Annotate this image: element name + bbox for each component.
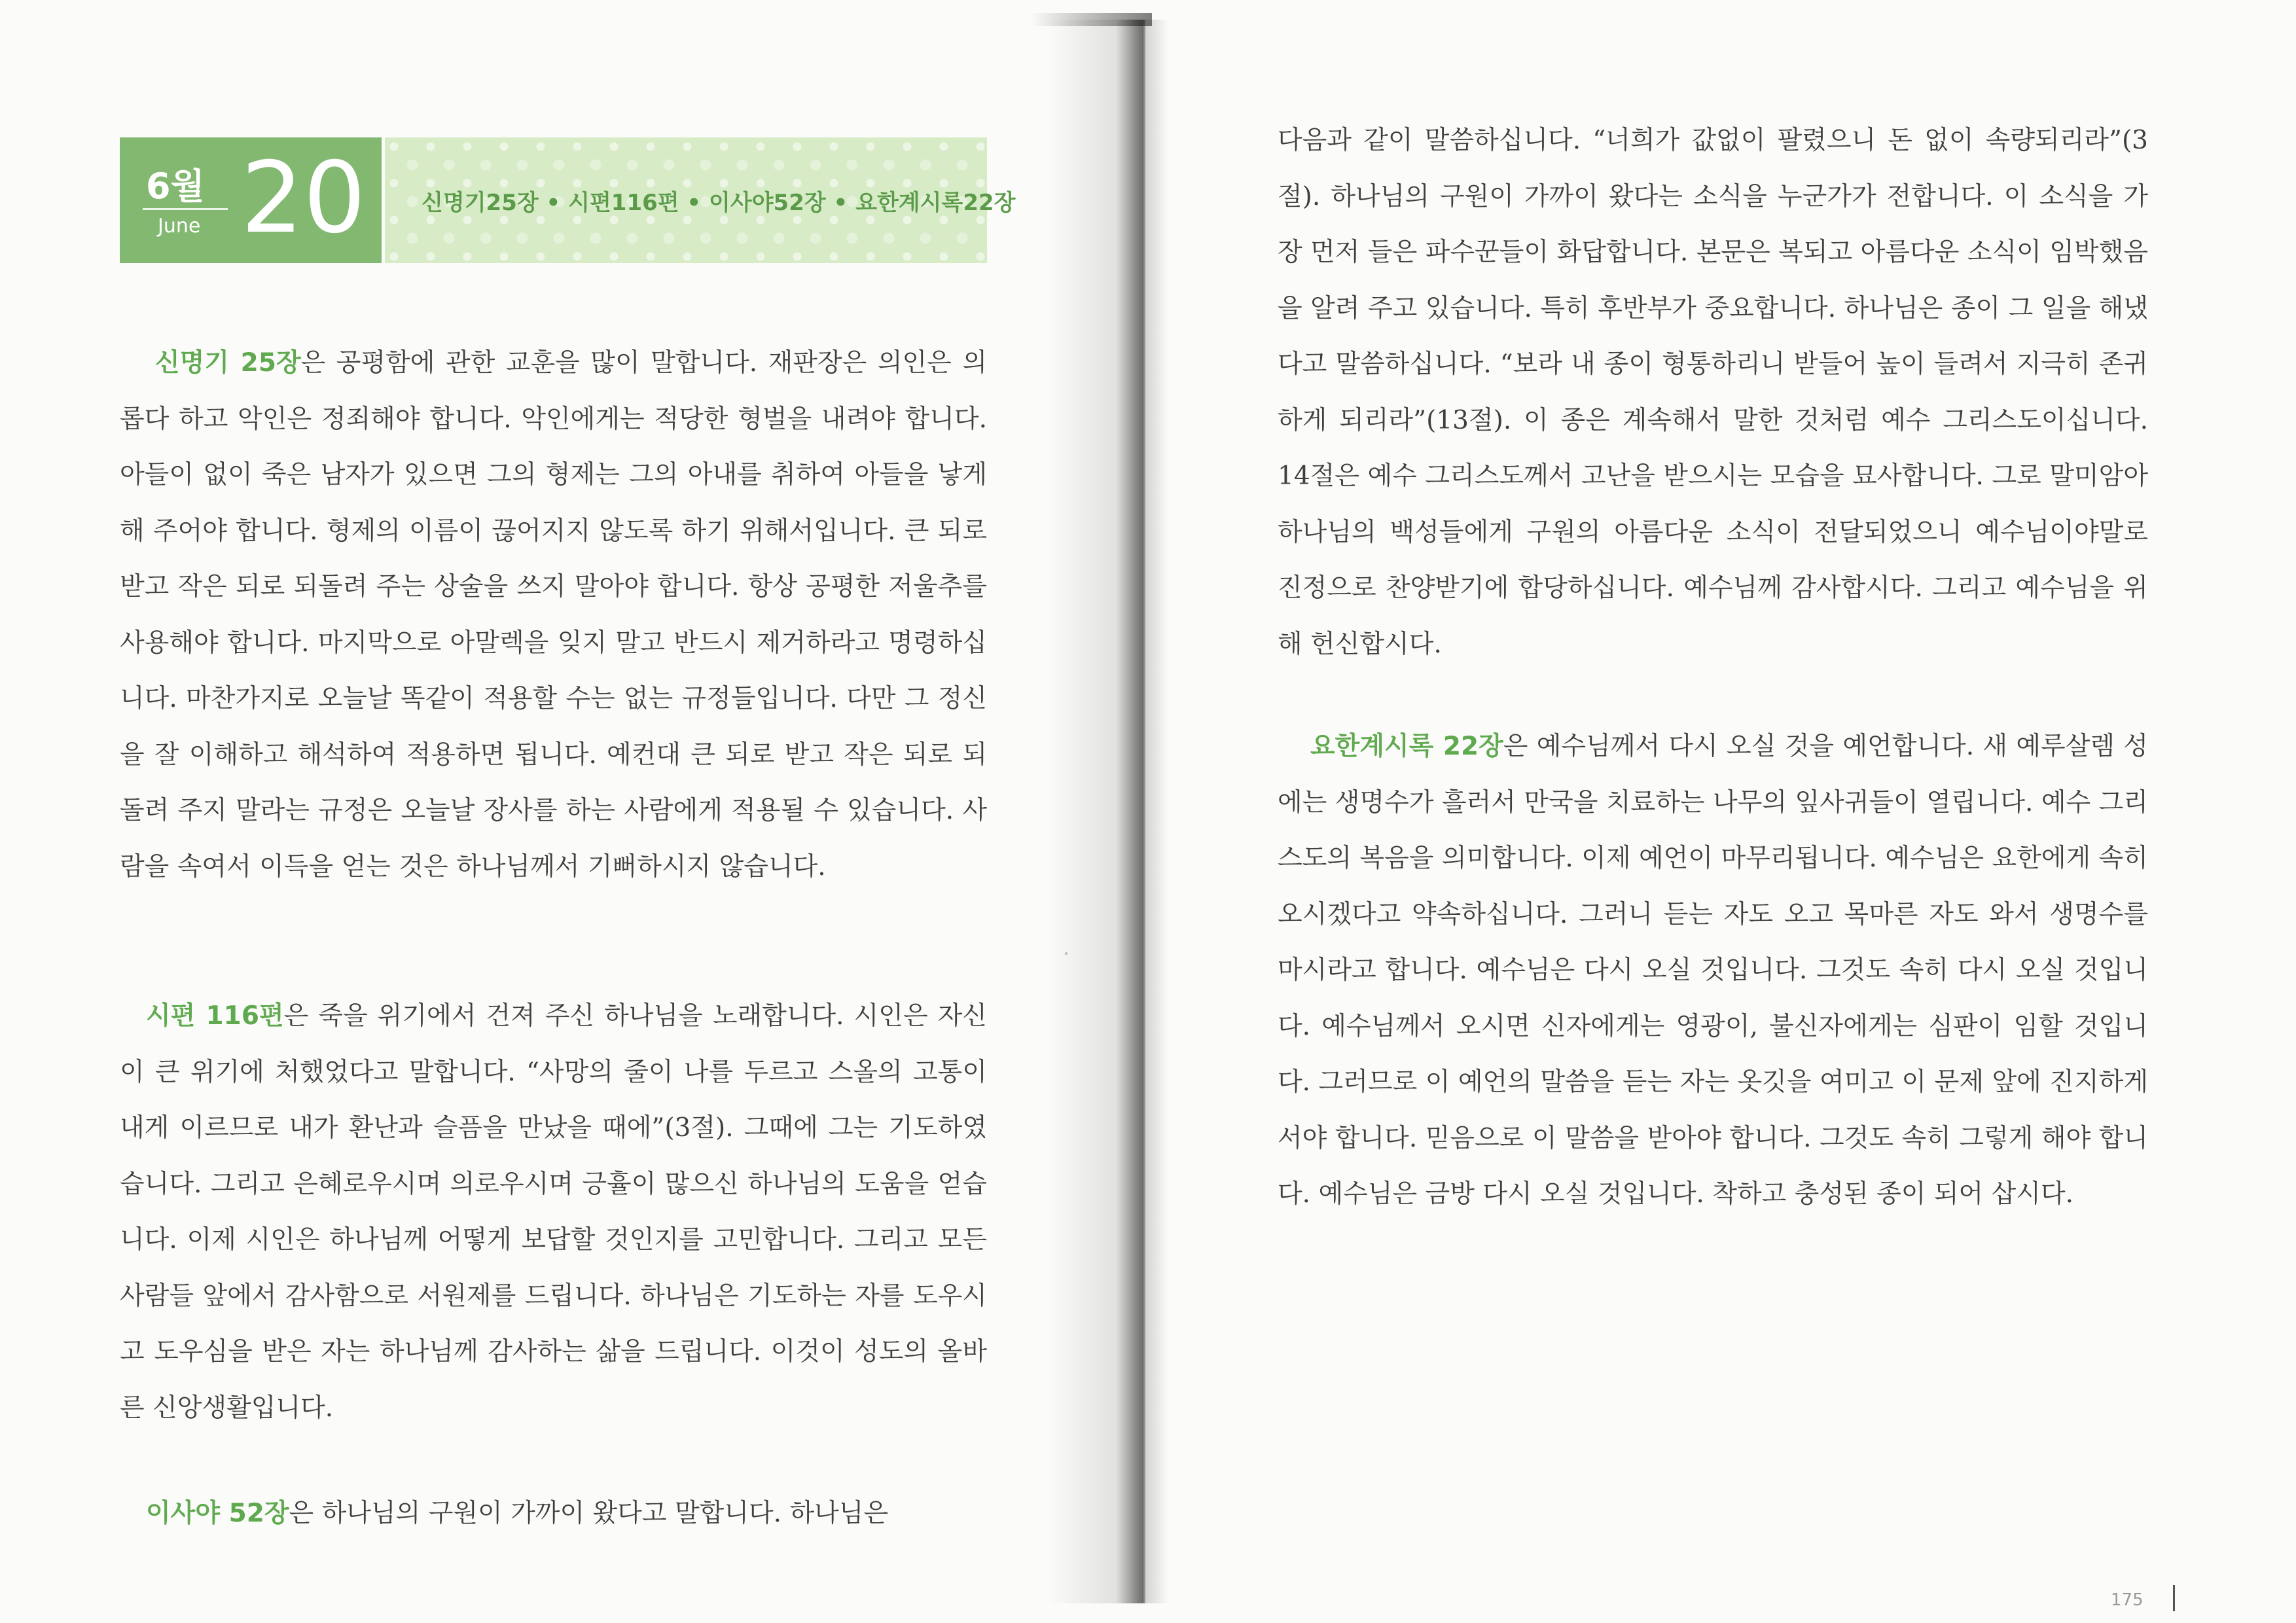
month-label: 6월	[146, 166, 205, 207]
month-english: June	[158, 215, 201, 238]
section-text: 다음과 같이 말씀하십니다. “너희가 값없이 팔렸으니 돈 없이 속량되리라”(3절). 하나님의 구원이 가까이 왔다는 소식을 누군가가 전합니다. 이 소식을 가장 먼저 들은 파수꾼들이 화답합니다. 본문은 복되고 아름다운 소식이 임박했음을 알려 주고 있습니다. 특히 후반부가 중요합니다. 하나님은 종이 그 일을 해냈다고 말씀하십니다. “보라 내 종이 형통하리니 받들어 높이 들려서 지극히 존귀하게 되리라”(13절). 이 종은 계속해서 말한 것처럼 예수 그리스도이십니다. 14절은 예수 그리스도께서 고난을 받으시는 모습을 묘사합니다. 그로 말미암아 하나님의 백성들에게 구원의 아름다운 소식이 전달되었으니 예수님이야말로 진정으로 찬양받기에 합당하십니다. 예수님께 감사합시다. 그리고 예수님을 위해 헌신합시다.	[1278, 126, 2148, 659]
section-text: 은 죽을 위기에서 건져 주신 하나님을 노래합니다. 시인은 자신이 큰 위기에 처했었다고 말합니다. “사망의 줄이 나를 두르고 스올의 고통이 내게 이르므로 내가 환난과 슬픔을 만났을 때에”(3절). 그때에 그는 기도하였습니다. 그리고 은혜로우시며 의로우시며 긍휼이 많으신 하나님의 도움을 얻습니다. 이제 시인은 하나님께 어떻게 보답할 것인지를 고민합니다. 그리고 모든 사람들 앞에서 감사함으로 서원제를 드립니다. 하나님은 기도하는 자를 도우시고 도우심을 받은 자는 하나님께 감사하는 삶을 드립니다. 이것이 성도의 올바른 신앙생활입니다.	[120, 1001, 987, 1423]
section-psalm	[120, 988, 987, 1436]
page-number: 175	[2111, 1590, 2144, 1610]
page-speck	[1065, 952, 1067, 955]
date-block	[120, 137, 382, 263]
right-page-shadow	[1142, 20, 1168, 1603]
section-keyword: 이사야 52장	[146, 1499, 289, 1528]
section-isaiah	[120, 1486, 987, 1542]
month-divider	[143, 208, 228, 210]
section-keyword: 요한계시록 22장	[1310, 732, 1503, 761]
reading-header-band	[385, 137, 1016, 263]
section-keyword: 신명기 25장	[155, 348, 301, 378]
section-deuteronomy	[120, 335, 987, 895]
section-text: 은 하나님의 구원이 가까이 왔다고 말합니다. 하나님은	[289, 1499, 889, 1528]
reading-list: 신명기25장 • 시편116편 • 이사야52장 • 요한계시록22장	[422, 190, 1016, 216]
gutter-top-shadow	[1031, 13, 1152, 26]
book-gutter-shadow	[1047, 20, 1145, 1603]
section-text: 은 공평함에 관한 교훈을 많이 말합니다. 재판장은 의인은 의롭다 하고 악인은 정죄해야 합니다. 악인에게는 적당한 형벌을 내려야 합니다. 아들이 없이 죽은 남자가 있으면 그의 형제는 그의 아내를 취하여 아들을 낳게 해 주어야 합니다. 형제의 이름이 끊어지지 않도록 하기 위해서입니다. 큰 되로 받고 작은 되로 되돌려 주는 상술을 쓰지 말아야 합니다. 항상 공평한 저울추를 사용해야 합니다. 마지막으로 아말렉을 잊지 말고 반드시 제거하라고 명령하십니다. 마찬가지로 오늘날 똑같이 적용할 수는 없는 규정들입니다. 다만 그 정신을 잘 이해하고 해석하여 적용하면 됩니다. 예컨대 큰 되로 받고 작은 되로 되돌려 주지 말라는 규정은 오늘날 장사를 하는 사람에게 적용될 수 있습니다. 사람을 속여서 이득을 얻는 것은 하나님께서 기뻐하시지 않습니다.	[120, 348, 987, 882]
page-number-rule	[2173, 1585, 2175, 1611]
section-revelation	[1278, 719, 2148, 1222]
section-isaiah-continued	[1278, 113, 2148, 672]
day-number: 20	[241, 141, 366, 255]
section-text: 은 예수님께서 다시 오실 것을 예언합니다. 새 예루살렘 성에는 생명수가 흘러서 만국을 치료하는 나무의 잎사귀들이 열립니다. 예수 그리스도의 복음을 의미합니다. 이제 예언이 마무리됩니다. 예수님은 요한에게 속히 오시겠다고 약속하십니다. 그러니 듣는 자도 오고 목마른 자도 와서 생명수를 마시라고 합니다. 예수님은 다시 오실 것입니다. 그것도 속히 다시 오실 것입니다. 예수님께서 오시면 신자에게는 영광이, 불신자에게는 심판이 임할 것입니다. 그러므로 이 예언의 말씀을 듣는 자는 옷깃을 여미고 이 문제 앞에 진지하게 서야 합니다. 믿음으로 이 말씀을 받아야 합니다. 그것도 속히 그렇게 해야 합니다. 예수님은 금방 다시 오실 것입니다. 착하고 충성된 종이 되어 삽시다.	[1278, 732, 2148, 1209]
section-keyword: 시편 116편	[146, 1001, 284, 1031]
